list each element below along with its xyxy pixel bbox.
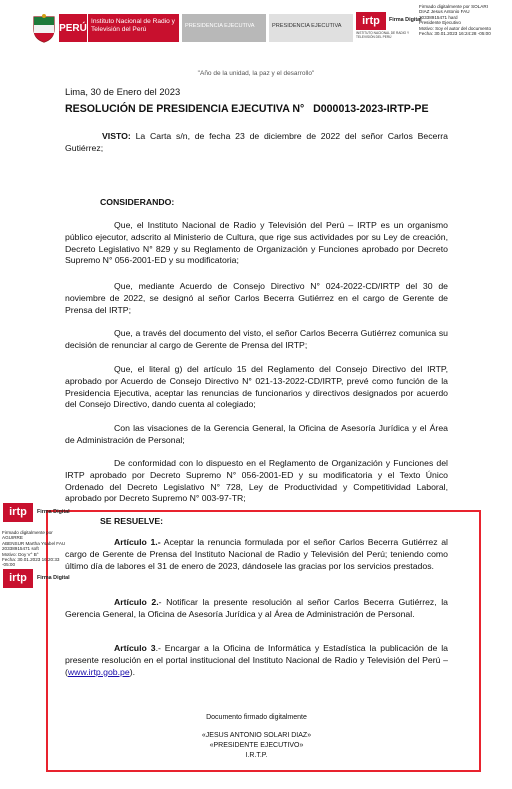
- article-1: [65, 537, 448, 572]
- visto-paragraph: [65, 131, 448, 155]
- article-3-end: ).: [129, 666, 136, 677]
- se-resuelve-heading: SE RESUELVE:: [100, 516, 164, 526]
- sig-line: ABENSUR Martha Ysabel FAU: [2, 540, 66, 546]
- irtp-logo-subtitle: INSTITUTO NACIONAL DE RADIO Y TELEVISIÓN DEL PERÚ: [356, 31, 410, 39]
- signed-digitally-note: Documento firmado digitalmente: [206, 714, 307, 721]
- signer-org: I.R.T.P.: [245, 752, 268, 759]
- article-1-text: Aceptar la renuncia formulada por el señor Carlos Becerra Gutiérrez al cargo de Gerente de Prensa del Instituto Nacional de Radio y Televisión del Perú; teniendo como último día de labores el 31 de enero de 2023, dándosele las gracias por los servicios prestados.: [65, 537, 448, 571]
- irtp-logo-side: irtp: [3, 503, 33, 522]
- article-3: [65, 643, 448, 678]
- peru-coat-of-arms-icon: [30, 13, 58, 43]
- firma-digital-label: Firma Digital: [389, 17, 422, 23]
- sig-line: DIAZ Jesus Antonio FAU: [419, 9, 470, 15]
- sig-line: Fecha: 30.01.2023 16:24:28 -05:00: [419, 31, 491, 37]
- document-date: Lima, 30 de Enero del 2023: [65, 86, 181, 97]
- article-2: [65, 597, 448, 621]
- document-title: RESOLUCIÓN DE PRESIDENCIA EJECUTIVA N° D000013-2023-IRTP-PE: [65, 103, 429, 115]
- sig-line: Motivo: Doy V° B°: [2, 551, 39, 557]
- sig-line: Motivo: Soy el autor del documento: [419, 25, 492, 31]
- paragraph: De conformidad con lo dispuesto en el Reglamento de Organización y Funciones del IRTP aprobado por Decreto Supremo N° 056-2001-ED y su modificatoria y el Texto Único Ordenado del Decreto Legislativo N° 728, Ley de Productividad y Competitividad Laboral, aprobado por Decreto Supremo N° 003-97-TR;: [65, 458, 448, 504]
- header-section-1: PRESIDENCIA EJECUTIVA: [182, 14, 266, 42]
- irtp-logo: irtp: [356, 12, 386, 30]
- visto-label: VISTO:: [102, 131, 131, 141]
- firma-digital-label-side-2: Firma Digital: [37, 575, 70, 581]
- sig-line: 20338915471 soft: [2, 546, 39, 552]
- sig-line: 20338915471 hard: [419, 14, 458, 20]
- signature-stamp-side: [2, 530, 72, 568]
- considerando-heading: CONSIDERANDO:: [100, 197, 175, 207]
- year-motto: "Año de la unidad, la paz y el desarrollo": [197, 70, 315, 77]
- institution-name: Instituto Nacional de Radio y Televisión del Perú: [88, 14, 179, 42]
- irtp-website-link[interactable]: www.irtp.gob.pe: [67, 666, 130, 677]
- paragraph: Que, a través del documento del visto, el señor Carlos Becerra Gutiérrez comunica su decisión de renunciar al cargo de Gerente de Prensa del IRTP;: [65, 328, 448, 350]
- article-3-text: .- Encargar a la Oficina de Informática y Estadística la publicación de la presente resolución en el portal institucional del Instituto Nacional de Radio y Televisión del Perú – (: [65, 643, 448, 677]
- irtp-logo-side-2: irtp: [3, 569, 33, 588]
- article-2-text: - Notificar la presente resolución al señor Carlos Becerra Gutiérrez, la Gerencia General, la Oficina de Asesoría Jurídica y al Área de Administración de Personal.: [65, 597, 448, 619]
- article-1-label: Artículo 1.-: [114, 537, 161, 547]
- paragraph: Que, mediante Acuerdo de Consejo Directivo N° 024-2022-CD/IRTP del 30 de noviembre de 2022, se designó al señor Carlos Becerra Gutiérrez en el cargo de Gerente de Prensa del IRTP;: [65, 281, 448, 315]
- visto-text: La Carta s/n, de fecha 23 de diciembre de 2022 del señor Carlos Becerra Gutiérrez;: [65, 131, 448, 153]
- sig-line: Presidente Ejecutivo: [419, 20, 461, 26]
- paragraph: Que, el literal g) del artículo 15 del Reglamento del Consejo Directivo del IRTP, aprobado por Acuerdo de Consejo Directivo N° 021-13-2022-CD/IRTP, prevé como función de la Presidencia Ejecutiva, aceptar las renuncias de funcionarios y directivos designados por acuerdo del Consejo Directivo, dando cuenta al colegiado;: [65, 364, 448, 410]
- article-3-label: Artículo 3: [114, 643, 156, 653]
- header-section-2: PRESIDENCIA EJECUTIVA: [269, 14, 353, 42]
- sig-line: Firmado digitalmente por SOLARI: [419, 4, 488, 9]
- signature-stamp-top: [419, 4, 511, 36]
- paragraph: Con las visaciones de la Gerencia General, la Oficina de Asesoría Jurídica y el Área de Administración de Personal;: [65, 423, 448, 445]
- sig-line: Fecha: 30.01.2023 16:20:33 -05:00: [2, 557, 60, 568]
- firma-digital-label-side: Firma Digital: [37, 509, 70, 515]
- signature-block: [65, 713, 448, 761]
- paragraph: Que, el Instituto Nacional de Radio y Televisión del Perú – IRTP es un organismo público ejecutor, adscrito al Ministerio de Cultura, que rige sus actividades por su Ley de creación, Decreto Legislativo N° 829 y su Reglamento de Organización y Funciones aprobado por Decreto Supremo N° 056-2001-ED y su modificatoria;: [65, 220, 448, 266]
- article-2-label: Artículo 2.: [114, 597, 159, 607]
- peru-label: PERÚ: [59, 14, 87, 42]
- signer-name: «JESUS ANTONIO SOLARI DIAZ»: [201, 732, 312, 739]
- signer-role: «PRESIDENTE EJECUTIVO»: [209, 742, 304, 749]
- sig-line: Firmado digitalmente por AGUIRRE: [2, 530, 53, 541]
